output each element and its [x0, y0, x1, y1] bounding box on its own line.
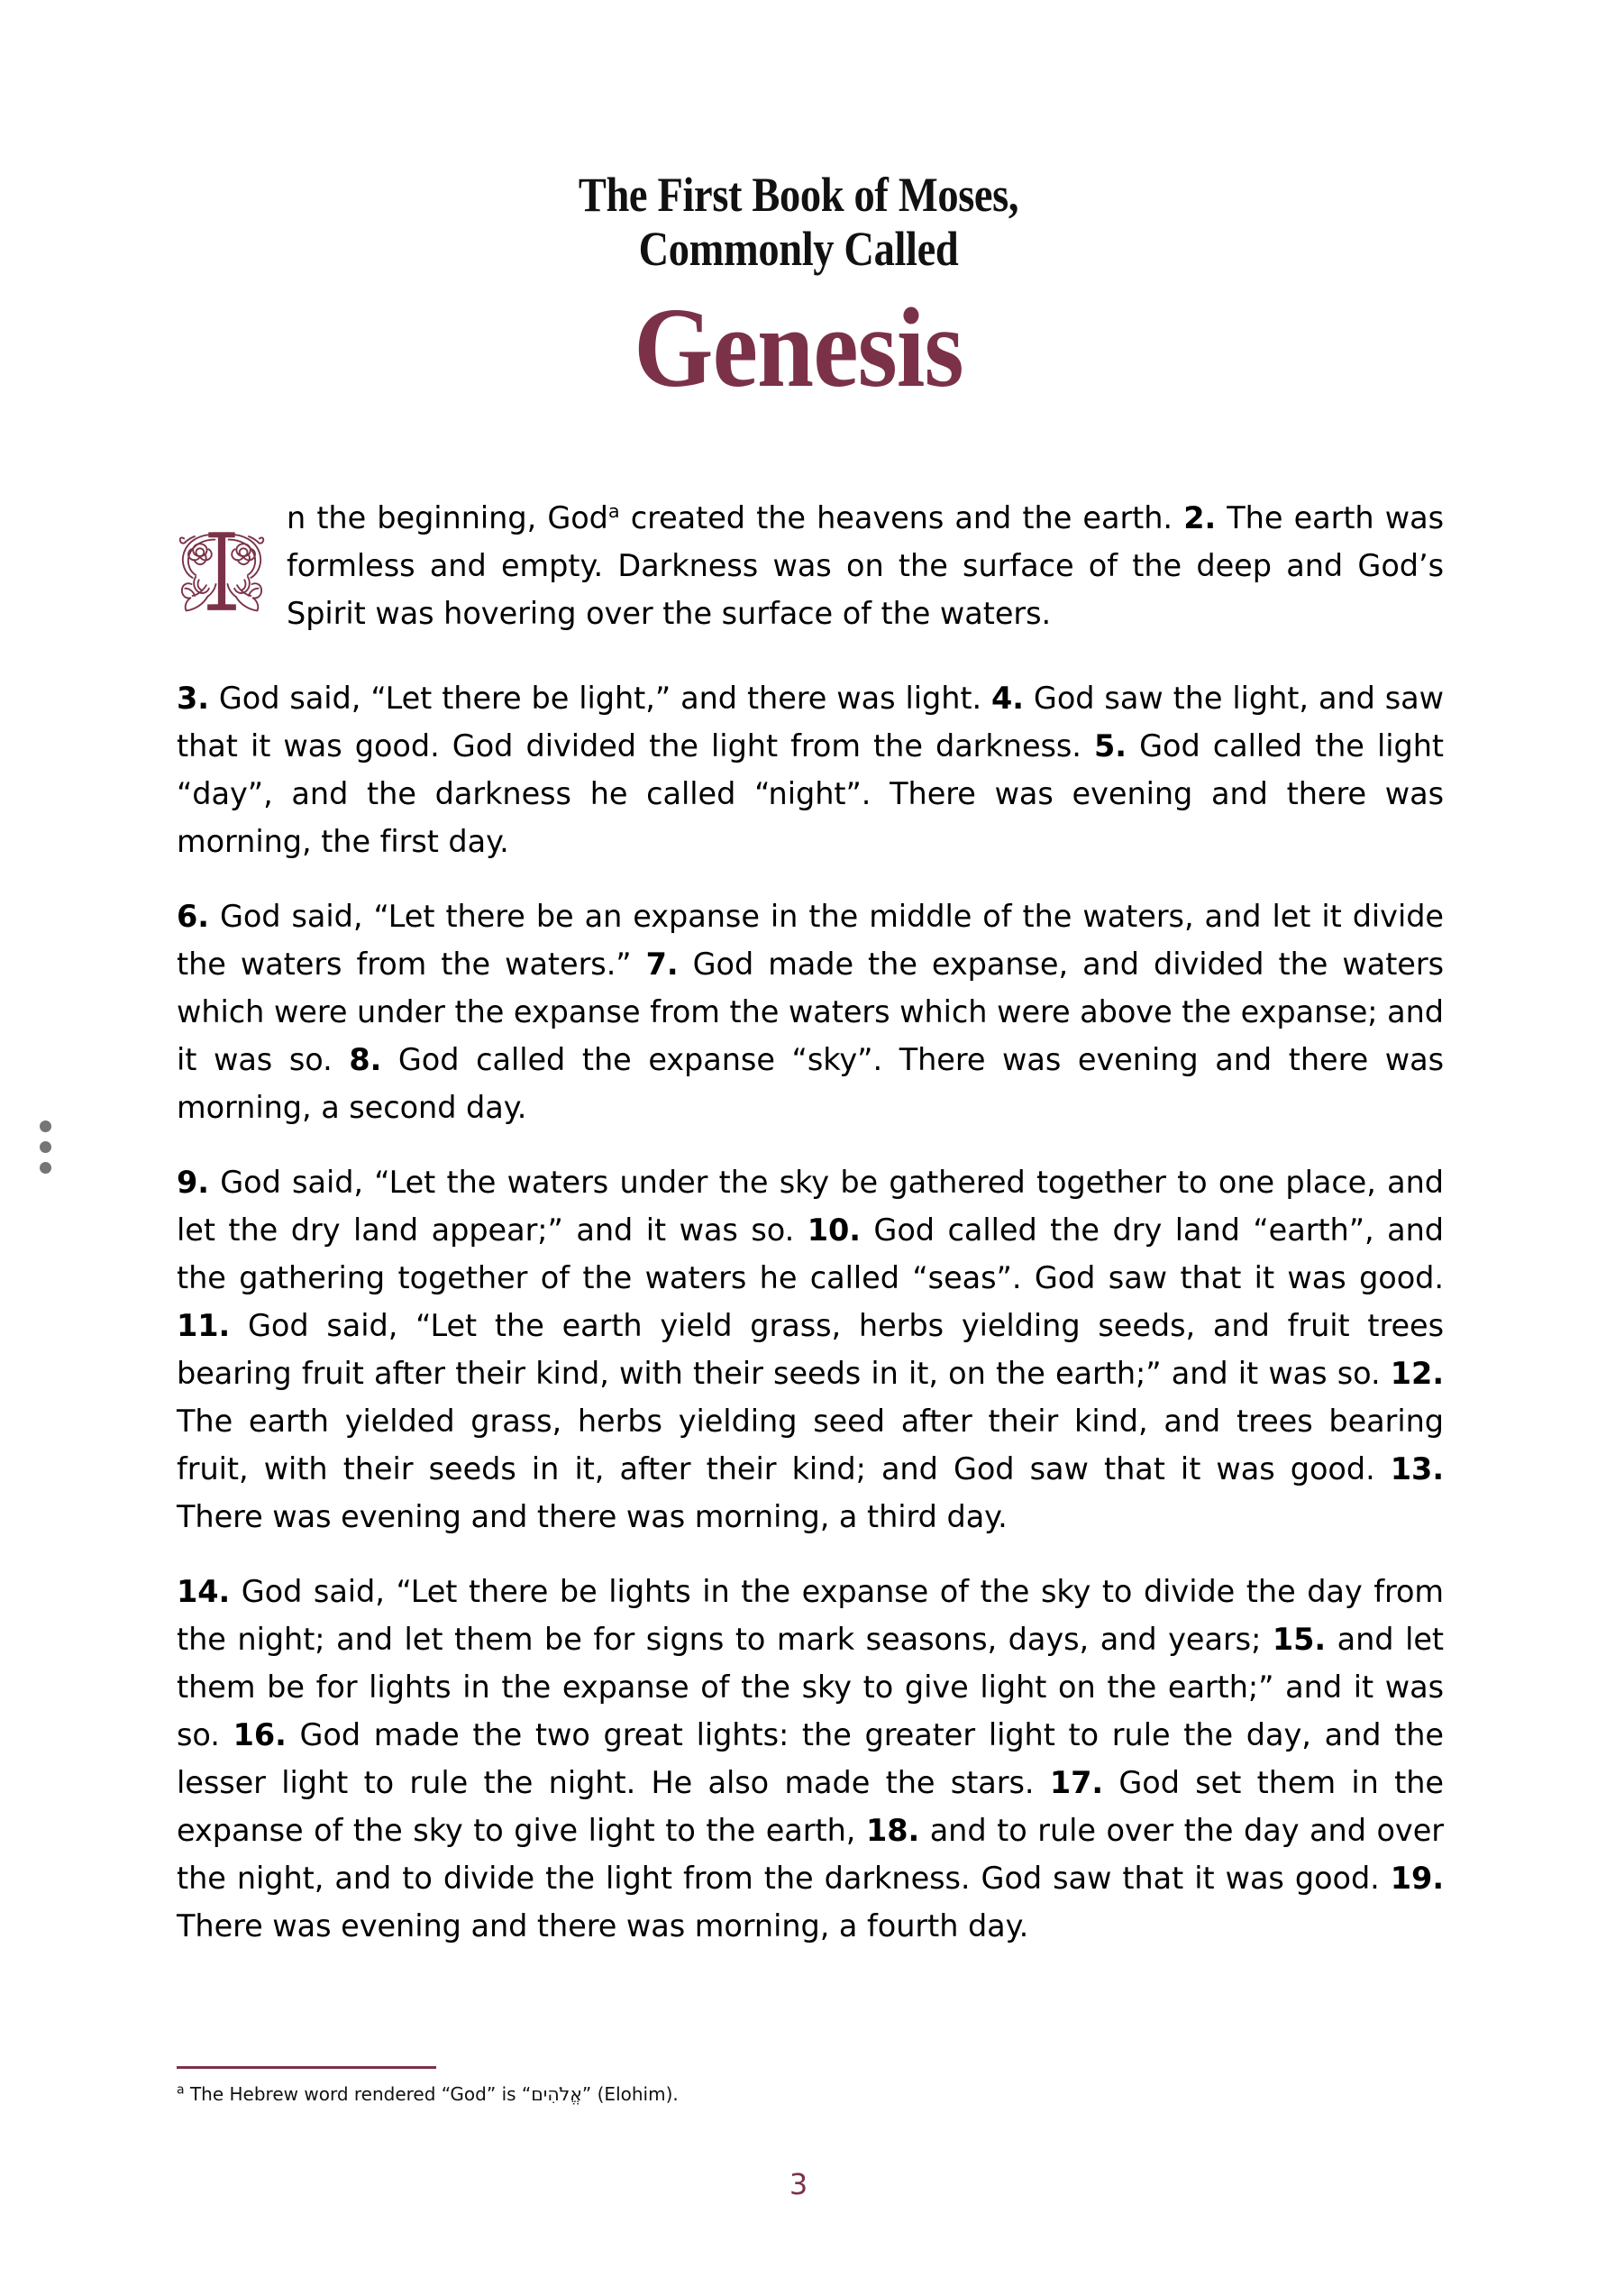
verse-text: God called the dry land “earth”, and the gathering together of the waters he called “seas”. God saw that it was good.	[177, 1212, 1445, 1295]
footnote-text-after: ” (Elohim).	[581, 2083, 679, 2105]
verse-text: God saw the light, and saw that it was good. God divided the light from the darkness.	[177, 681, 1444, 764]
verse-number: 12.	[1390, 1356, 1444, 1391]
paragraph-4	[177, 1158, 1444, 1541]
page-number: 3	[789, 2167, 808, 2201]
paragraph-5	[177, 1568, 1444, 1950]
page-title	[0, 168, 1597, 411]
verse-number: 19.	[1390, 1861, 1444, 1896]
footnote-text-before: The Hebrew word rendered “God” is “	[184, 2083, 532, 2105]
verse-number: 11.	[177, 1308, 231, 1343]
verse-text: God said, “Let there be lights in the expanse of the sky to divide the day from the night; and let them be for signs to mark seasons, days, and years;	[177, 1574, 1444, 1657]
verse-number: 10.	[807, 1212, 861, 1248]
verse-number: 16.	[233, 1717, 287, 1752]
verse-number: 5.	[1094, 728, 1127, 764]
verse-number: 14.	[177, 1574, 231, 1609]
margin-dot	[40, 1121, 51, 1132]
title-line-2: Commonly Called	[638, 222, 959, 277]
verse-text: God said, “Let the earth yield grass, herbs yielding seeds, and fruit trees bearing fruit after their kind, with their seeds in it, on the earth;” and it was so.	[177, 1308, 1444, 1391]
verse-text: There was evening and there was morning, a third day.	[177, 1499, 1008, 1534]
body-text-column	[177, 494, 1444, 1950]
footnote-reference-a[interactable]: a	[607, 499, 620, 522]
verse-text: The earth yielded grass, herbs yielding seed after their kind, and trees bearing fruit, with their seeds in it, after their kind; and God saw that it was good.	[177, 1404, 1444, 1486]
verse-text: There was evening and there was morning, a fourth day.	[177, 1908, 1029, 1944]
verse-number: 2.	[1183, 500, 1217, 535]
verse-number: 7.	[645, 947, 679, 982]
paragraph-1	[177, 494, 1444, 647]
verse-number: 15.	[1272, 1622, 1327, 1657]
verse-text: and to rule over the day and over the night, and to divide the light from the darkness. God saw that it was good.	[177, 1813, 1444, 1896]
margin-dot-indicator[interactable]	[40, 1121, 59, 1174]
verse-text: God called the light “day”, and the darkness he called “night”. There was evening and there was morning, the first day.	[177, 728, 1444, 859]
title-line-1: The First Book of Moses,	[578, 168, 1019, 222]
verse-text: God said, “Let there be light,” and there was light.	[208, 681, 992, 716]
margin-dot	[40, 1162, 51, 1174]
paragraph-3	[177, 892, 1444, 1131]
verse-number: 6.	[177, 899, 209, 934]
paragraph-2	[177, 674, 1444, 865]
verse-text: created the heavens and the earth.	[619, 500, 1184, 535]
verse-text: and let them be for lights in the expanse of the sky to give light on the earth;” and it was so.	[177, 1622, 1444, 1752]
verse-number: 9.	[177, 1165, 209, 1200]
footnote-text	[177, 2081, 1444, 2108]
footnote-marker: a	[177, 2082, 185, 2098]
verse-text: God made the expanse, and divided the waters which were under the expanse from the waters which were above the expanse; and it was so.	[177, 947, 1444, 1077]
footnote-separator-rule	[177, 2066, 436, 2069]
verse-text: God called the expanse “sky”. There was evening and there was morning, a second day.	[177, 1042, 1444, 1125]
margin-dot	[40, 1141, 51, 1153]
verse-number: 13.	[1390, 1451, 1444, 1486]
verse-text: n the beginning, God	[287, 500, 608, 535]
verse-number: 18.	[865, 1813, 920, 1848]
footnote-area	[177, 2066, 1444, 2108]
verse-number: 4.	[991, 681, 1024, 716]
verse-text: God said, “Let there be an expanse in the middle of the waters, and let it divide the waters from the waters.”	[177, 899, 1444, 982]
paragraph-1-text	[287, 500, 1444, 631]
verse-text: God said, “Let the waters under the sky be gathered together to one place, and let the dry land appear;” and it was so.	[177, 1165, 1444, 1248]
ornamental-dropcap-icon	[177, 499, 267, 642]
verse-text: The earth was formless and empty. Darkness was on the surface of the deep and God’s Spirit was hovering over the surface of the waters.	[287, 500, 1444, 631]
book-name-heading: Genesis	[634, 285, 963, 411]
verse-number: 17.	[1049, 1765, 1104, 1800]
verse-number: 8.	[349, 1042, 382, 1077]
verse-text: God set them in the expanse of the sky to give light to the earth,	[177, 1765, 1444, 1848]
hebrew-word: אֱלֹהִים	[531, 2083, 582, 2105]
verse-number: 3.	[177, 681, 209, 716]
verse-text: God made the two great lights: the greater light to rule the day, and the lesser light to rule the night. He also made the stars.	[177, 1717, 1444, 1800]
